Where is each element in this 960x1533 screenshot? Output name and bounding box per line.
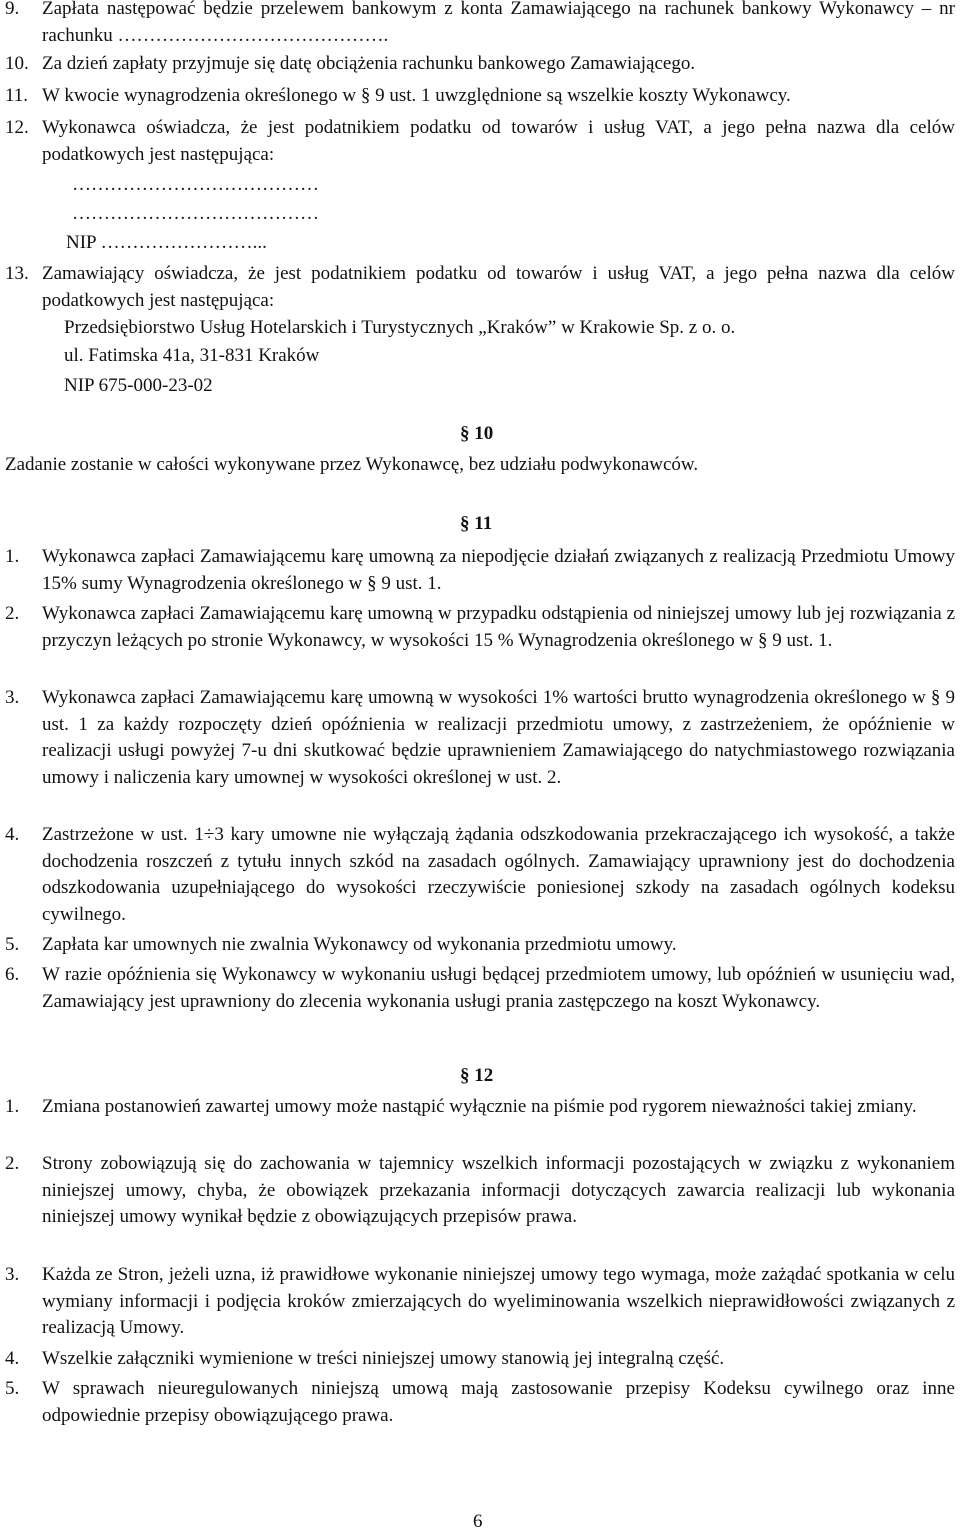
blank-fill-line: ………………………………… <box>72 203 319 224</box>
list-item <box>5 962 955 1015</box>
section-heading: § 10 <box>460 423 494 444</box>
list-item <box>5 115 955 168</box>
item-text: Za dzień zapłaty przyjmuje się datę obciążenia rachunku bankowego Zamawiającego. <box>42 53 696 74</box>
item-text: Wykonawca zapłaci Zamawiającemu karę umowną w przypadku odstąpienia od niniejszej umowy lub jej rozwiązania z przyczyn leżących po stronie Wykonawcy, w wysokości 15 % Wynagrodzenia określonego w § 9 ust. 1. <box>42 603 955 651</box>
item-number: 2. <box>5 1153 20 1174</box>
company-nip: NIP 675-000-23-02 <box>64 375 213 396</box>
list-item <box>5 544 955 597</box>
item-number: 12. <box>5 117 29 138</box>
item-number: 10. <box>5 53 29 74</box>
list-item <box>5 1151 955 1231</box>
item-text: Zmiana postanowień zawartej umowy może nastąpić wyłącznie na piśmie pod rygorem nieważności takiej zmiany. <box>42 1096 917 1117</box>
nip-blank: NIP ……………………... <box>66 232 267 253</box>
list-item <box>5 51 955 78</box>
blank-fill-line: ………………………………… <box>72 174 319 195</box>
list-item <box>5 1346 955 1373</box>
company-name: Przedsiębiorstwo Usług Hotelarskich i Turystycznych „Kraków” w Krakowie Sp. z o. o. <box>64 317 736 338</box>
item-text: W razie opóźnienia się Wykonawcy w wykonaniu usługi będącej przedmiotem umowy, lub opóźnień w usunięciu wad, Zamawiający jest uprawniony do zlecenia wykonania usługi prania zastępczego na koszt Wykonawcy. <box>42 964 955 1012</box>
list-item <box>5 1094 955 1121</box>
item-number: 1. <box>5 546 20 567</box>
item-text: Każda ze Stron, jeżeli uzna, iż prawidłowe wykonanie niniejszej umowy tego wymaga, może zażądać spotkania w celu wymiany informacji i podjęcia kroków zmierzających do wyeliminowania wszelkich nieprawidłowości związanych z realizacją Umowy. <box>42 1264 955 1338</box>
item-number: 5. <box>5 934 20 955</box>
item-text: Wykonawca oświadcza, że jest podatnikiem podatku od towarów i usług VAT, a jego pełna nazwa dla celów podatkowych jest następująca: <box>42 117 955 165</box>
item-number: 2. <box>5 603 20 624</box>
item-text: W sprawach nieuregulowanych niniejszą umową mają zastosowanie przepisy Kodeksu cywilnego oraz inne odpowiednie przepisy obowiązującego prawa. <box>42 1378 955 1426</box>
item-text: Zapłata następować będzie przelewem bankowym z konta Zamawiającego na rachunek bankowy Wykonawcy – nr rachunku ……………………………………. <box>42 0 955 46</box>
list-item <box>5 1376 955 1429</box>
section-text: Zadanie zostanie w całości wykonywane przez Wykonawcę, bez udziału podwykonawców. <box>5 454 699 475</box>
list-item <box>5 601 955 654</box>
item-text: Wykonawca zapłaci Zamawiającemu karę umowną za niepodjęcie działań związanych z realizacją Przedmiotu Umowy 15% sumy Wynagrodzenia określonego w § 9 ust. 1. <box>42 546 955 594</box>
page-number: 6 <box>473 1511 483 1532</box>
item-number: 11. <box>5 85 29 106</box>
item-number: 13. <box>5 263 29 284</box>
section-heading: § 11 <box>460 513 493 534</box>
item-text: Strony zobowiązują się do zachowania w tajemnicy wszelkich informacji pozostających w związku z wykonaniem niniejszej umowy, chyba, że obowiązek przekazania informacji dotyczących zawarcia realizacji lub wykonania niniejszej umowy wynikał będzie z obowiązujących przepisów prawa. <box>42 1153 955 1227</box>
item-number: 4. <box>5 824 20 845</box>
section-heading: § 12 <box>460 1065 494 1086</box>
list-item <box>5 83 955 110</box>
item-number: 1. <box>5 1096 20 1117</box>
item-text: Wszelkie załączniki wymienione w treści niniejszej umowy stanowią jej integralną część. <box>42 1348 725 1369</box>
list-item <box>5 685 955 791</box>
item-number: 4. <box>5 1348 20 1369</box>
item-text: Zastrzeżone w ust. 1÷3 kary umowne nie wyłączają żądania odszkodowania przekraczającego ich wysokość, a także dochodzenia roszczeń z tytułu innych szkód na zasadach ogólnych. Zamawiający uprawniony jest do dochodzenia odszkodowania uzupełniającego do wysokości rzeczywiście poniesionej szkody na zasadach ogólnych kodeksu cywilnego. <box>42 824 955 925</box>
item-number: 3. <box>5 1264 20 1285</box>
list-item <box>5 261 955 314</box>
item-text: Zamawiający oświadcza, że jest podatnikiem podatku od towarów i usług VAT, a jego pełna nazwa dla celów podatkowych jest następująca: <box>42 263 955 311</box>
item-text: Zapłata kar umownych nie zwalnia Wykonawcy od wykonania przedmiotu umowy. <box>42 934 677 955</box>
company-address: ul. Fatimska 41a, 31-831 Kraków <box>64 345 320 366</box>
list-item <box>5 932 955 959</box>
item-number: 9. <box>5 0 20 19</box>
list-item <box>5 0 955 49</box>
list-item <box>5 1262 955 1342</box>
item-number: 6. <box>5 964 20 985</box>
item-number: 5. <box>5 1378 20 1399</box>
list-item <box>5 822 955 928</box>
item-text: Wykonawca zapłaci Zamawiającemu karę umowną w wysokości 1% wartości brutto wynagrodzenia określonego w § 9 ust. 1 za każdy rozpoczęty dzień opóźnienia w realizacji przedmiotu umowy, z zastrzeżeniem, że opóźnienie w realizacji usługi powyżej 7-u dni skutkować będzie uprawnieniem Zamawiającego do natychmiastowego rozwiązania umowy i naliczenia kary umownej w wysokości określonej w ust. 2. <box>42 687 955 788</box>
item-number: 3. <box>5 687 20 708</box>
item-text: W kwocie wynagrodzenia określonego w § 9 ust. 1 uwzględnione są wszelkie koszty Wykonawcy. <box>42 85 791 106</box>
